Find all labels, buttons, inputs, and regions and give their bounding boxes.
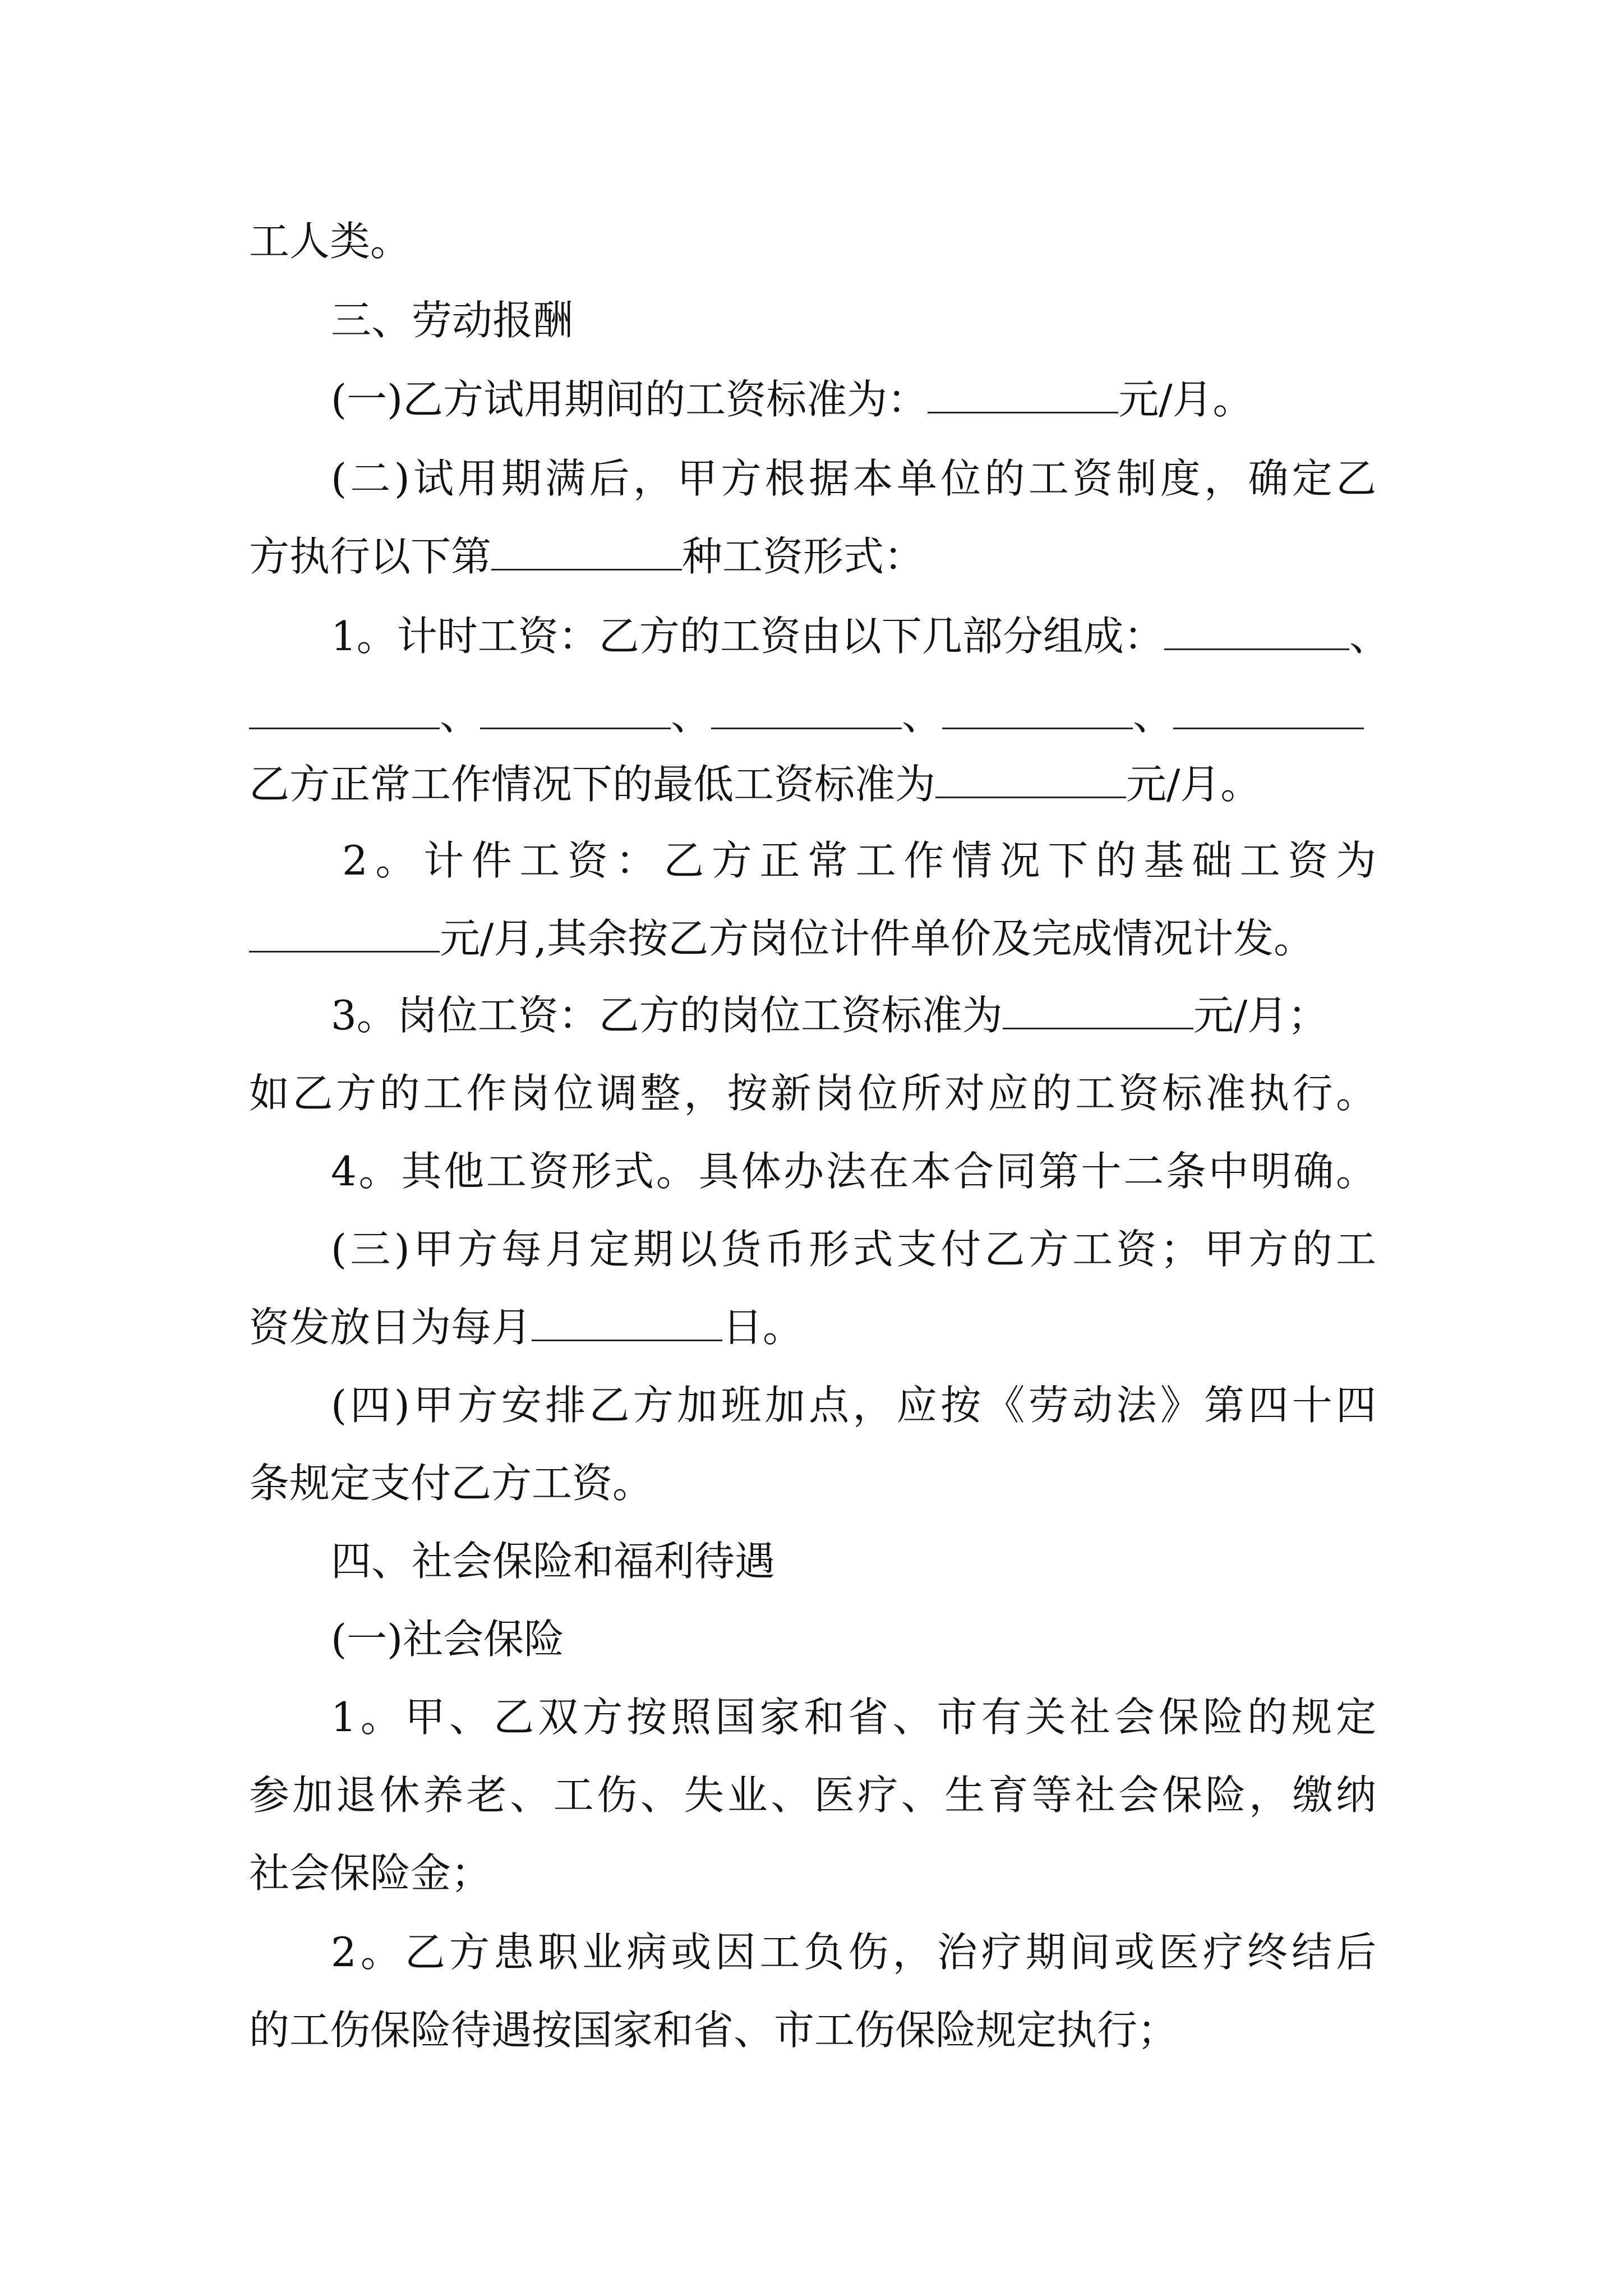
text: 元/月。 [1126, 761, 1261, 808]
text: 日。 [722, 1304, 804, 1351]
text: 元/月； [1193, 992, 1329, 1039]
fill-in-blank[interactable] [928, 378, 1118, 413]
section-heading-labor-pay [331, 281, 573, 360]
fill-in-blank[interactable] [480, 694, 671, 729]
fill-in-blank[interactable] [1173, 694, 1364, 729]
text-line [342, 821, 1376, 900]
text: (二)试用期满后，甲方根据本单位的工资制度，确定乙 [331, 455, 1376, 502]
text-line [249, 1756, 1376, 1834]
text: (一)社会保险 [331, 1616, 565, 1663]
text-line [331, 1678, 1376, 1756]
text: 的工伤保险待遇按国家和省、市工伤保险规定执行； [249, 2007, 1178, 2054]
fill-in-blank[interactable] [711, 694, 902, 729]
text-line [249, 202, 411, 280]
text-line [249, 1444, 653, 1522]
fill-in-blank[interactable] [249, 694, 440, 729]
text-line [331, 439, 1376, 518]
text-line [249, 676, 1364, 754]
text: 四、社会保险和福利待遇 [331, 1538, 776, 1585]
text: (三)甲方每月定期以货币形式支付乙方工资；甲方的工 [331, 1226, 1376, 1273]
text-line [331, 1366, 1376, 1444]
text: 条规定支付乙方工资。 [249, 1460, 653, 1507]
text-line [249, 899, 1314, 978]
text-line [331, 976, 1328, 1055]
text-line [331, 1210, 1376, 1289]
fill-in-blank[interactable] [1003, 994, 1193, 1029]
text-line [249, 517, 924, 596]
text: 种工资形式： [682, 533, 925, 580]
text: 元/月,其余按乙方岗位计件单价及完成情况计发。 [440, 915, 1315, 962]
text-line [331, 597, 1390, 675]
text: 社会保险金； [249, 1849, 492, 1897]
fill-in-blank[interactable] [249, 917, 440, 953]
text: 1。甲、乙双方按照国家和省、市有关社会保险的规定 [331, 1694, 1376, 1741]
text-line [249, 745, 1261, 823]
text: (一)乙方试用期间的工资标准为： [331, 376, 928, 423]
text: 元/月。 [1118, 376, 1253, 423]
text-line [249, 1288, 803, 1366]
fill-in-blank[interactable] [532, 1306, 722, 1341]
text: 方执行以下第 [249, 533, 492, 580]
text-line [331, 1132, 1376, 1211]
fill-in-blank[interactable] [942, 694, 1133, 729]
text: 资发放日为每月 [249, 1304, 532, 1351]
text: 参加退休养老、工伤、失业、医疗、生育等社会保险，缴纳 [249, 1772, 1376, 1819]
fill-in-blank[interactable] [935, 763, 1126, 798]
separator: 、 [671, 692, 712, 739]
text-line [249, 1991, 1178, 2069]
text: (四)甲方安排乙方加班加点，应按《劳动法》第四十四 [331, 1382, 1376, 1429]
text: 、 [1349, 613, 1390, 660]
separator: 、 [902, 692, 943, 739]
text: 2。乙方患职业病或因工负伤，治疗期间或医疗终结后 [331, 1929, 1376, 1976]
fill-in-blank[interactable] [491, 535, 682, 570]
section-heading-social-insurance-welfare [331, 1522, 775, 1600]
text-line [249, 1834, 491, 1912]
text-line [249, 1054, 1376, 1133]
text: 3。岗位工资：乙方的岗位工资标准为 [331, 992, 1003, 1039]
fill-in-blank[interactable] [1164, 615, 1349, 650]
text: 如乙方的工作岗位调整，按新岗位所对应的工资标准执行。 [249, 1070, 1376, 1117]
separator: 、 [1133, 692, 1174, 739]
text: 2。计件工资：乙方正常工作情况下的基础工资为 [342, 837, 1376, 884]
subsection-heading-social-insurance [331, 1600, 564, 1678]
text: 乙方正常工作情况下的最低工资标准为 [249, 761, 936, 808]
text: 工人类。 [249, 218, 411, 265]
text-line [331, 360, 1253, 439]
text-line [331, 1913, 1376, 1991]
text: 4。其他工资形式。具体办法在本合同第十二条中明确。 [331, 1148, 1376, 1195]
text: 三、劳动报酬 [331, 297, 574, 344]
separator: 、 [440, 692, 481, 739]
text: 1。计时工资：乙方的工资由以下几部分组成： [331, 613, 1164, 660]
